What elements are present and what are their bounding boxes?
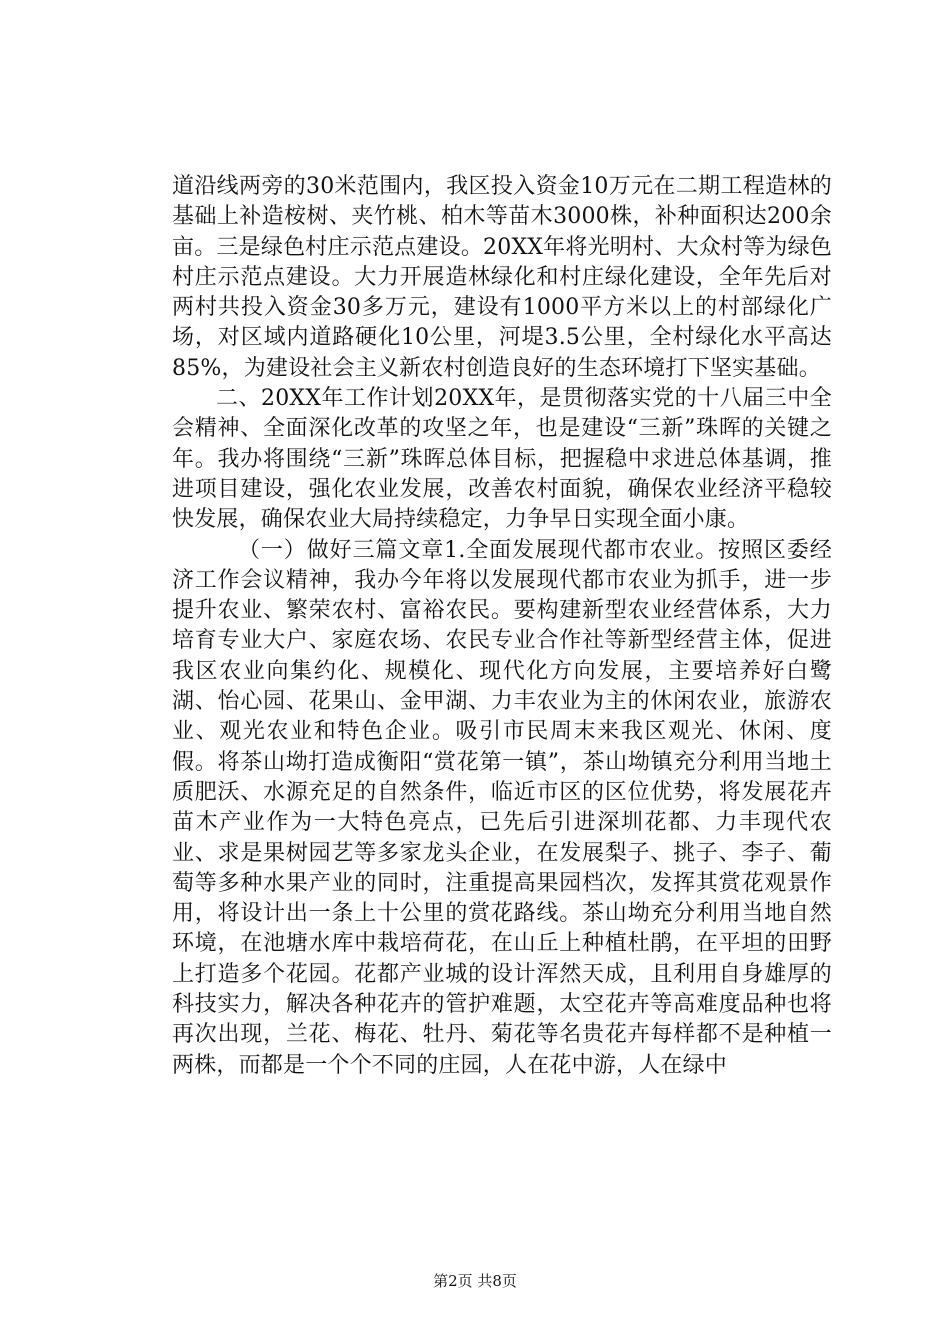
- page-number-footer: 第2页 共8页: [433, 1272, 517, 1290]
- paragraph-work-plan: 二、20XX年工作计划20XX年，是贯彻落实党的十八届三中全会精神、全面深化改革的攻坚之年，也是建设“三新”珠晖的关键之年。我办将围绕“三新”珠晖总体目标，把握稳中求进总体基调，推进项目建设，强化农业发展，改善农村面貌，确保农业经济平稳较快发展，确保农业大局持续稳定，力争早日实现全面小康。: [172, 386, 832, 533]
- paragraph-urban-agriculture: （一）做好三篇文章1.全面发展现代都市农业。按照区委经济工作会议精神，我办今年将以发展现代都市农业为抓手，进一步提升农业、繁荣农村、富裕农民。要构建新型农业经营体系，大力培育专业大户、家庭农场、农民专业合作社等新型经营主体，促进我区农业向集约化、规模化、现代化方向发展，主要培养好白鹭湖、怡心园、花果山、金甲湖、力丰农业为主的休闲农业，旅游农业、观光农业和特色企业。吸引市民周末来我区观光、休闲、度假。将茶山坳打造成衡阳“赏花第一镇”，茶山坳镇充分利用当地土质肥沃、水源充足的自然条件，临近市区的区位优势，将发展花卉苗木产业作为一大特色亮点，已先后引进深圳花都、力丰现代农业、求是果树园艺等多家龙头企业，在发展梨子、挑子、李子、葡萄等多种水果产业的同时，注重提高果园档次，发挥其赏花观景作用，将设计出一条上十公里的赏花路线。茶山坳充分利用当地自然环境，在池塘水库中栽培荷花，在山丘上种植杜鹃，在平坦的田野上打造多个花园。花都产业城的设计浑然天成，且利用自身雄厚的科技实力，解决各种花卉的管护难题，太空花卉等高难度品种也将再次出现，兰花、梅花、牡丹、菊花等名贵花卉每样都不是种植一两株，而都是一个个不同的庄园，人在花中游，人在绿中: [172, 537, 832, 1078]
- document-body: [172, 172, 832, 1081]
- paragraph-greening-villages: 道沿线两旁的30米范围内，我区投入资金10万元在二期工程造林的基础上补造桉树、夹竹桃、柏木等苗木3000株，补种面积达200余亩。三是绿色村庄示范点建设。20XX年将光明村、大众村等为绿色村庄示范点建设。大力开展造林绿化和村庄绿化建设，全年先后对两村共投入资金30多万元，建设有1000平方米以上的村部绿化广场，对区域内道路硬化10公里，河堤3.5公里，全村绿化水平高达85%，为建设社会主义新农村创造良好的生态环境打下坚实基础。: [172, 174, 832, 381]
